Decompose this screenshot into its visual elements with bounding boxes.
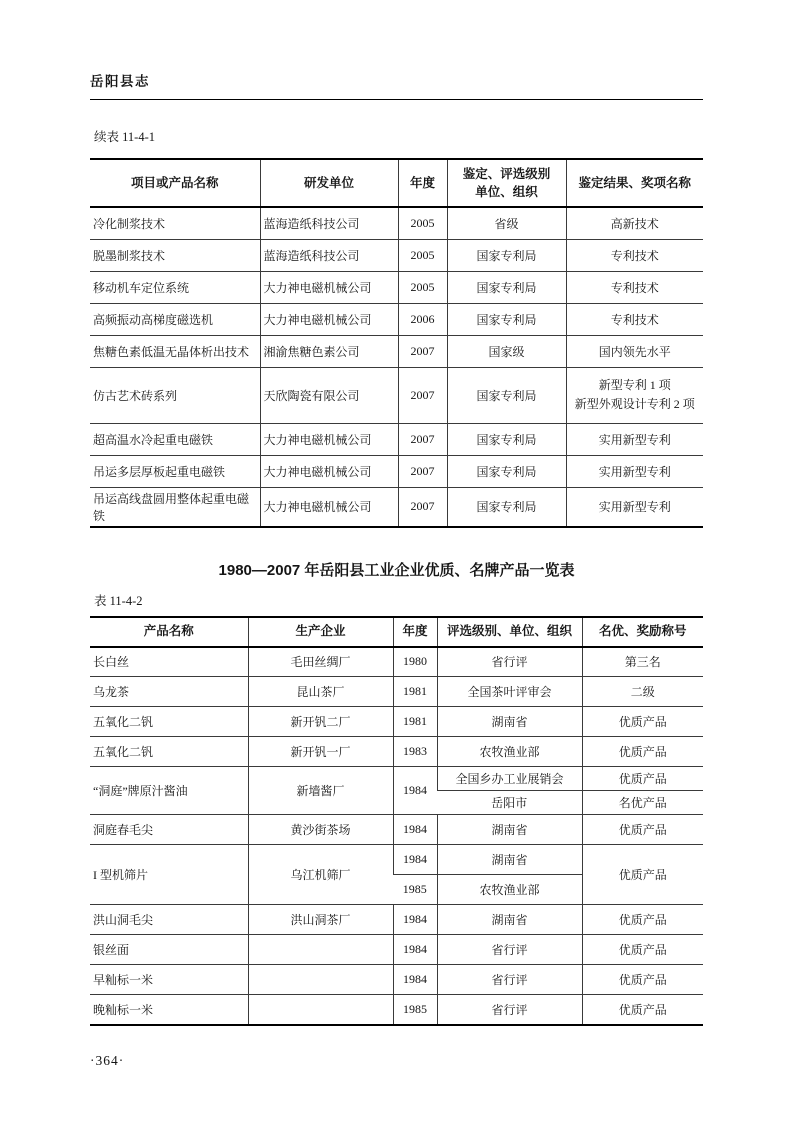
cell-unit: 大力神电磁机械公司 — [260, 303, 398, 335]
cell-org: 国家专利局 — [447, 423, 566, 455]
cell-org: 农牧渔业部 — [437, 875, 582, 905]
column-header-result: 鉴定结果、奖项名称 — [566, 159, 703, 207]
cell-year: 2006 — [398, 303, 447, 335]
cell-maker: 乌江机筛厂 — [248, 845, 393, 905]
cell-org: 农牧渔业部 — [437, 737, 582, 767]
cell-maker: 新开钒二厂 — [248, 707, 393, 737]
cell-maker: 新墙酱厂 — [248, 767, 393, 815]
table-row — [90, 647, 703, 677]
table-row — [90, 335, 703, 367]
cell-year: 1984 — [393, 905, 437, 935]
column-header-org-line1: 鉴定、评选级别 — [462, 166, 551, 181]
cell-maker: 毛田丝绸厂 — [248, 647, 393, 677]
cell-org: 省级 — [447, 207, 566, 239]
cell-result: 国内领先水平 — [566, 335, 703, 367]
cell-org: 省行评 — [437, 647, 582, 677]
cell-org: 全国茶叶评审会 — [437, 677, 582, 707]
cell-year: 2007 — [398, 423, 447, 455]
table-row — [90, 707, 703, 737]
cell-org: 国家专利局 — [447, 487, 566, 527]
table2-title: 1980—2007 年岳阳县工业企业优质、名牌产品一览表 — [218, 561, 575, 579]
cell-year: 2005 — [398, 207, 447, 239]
column-header-org: 评选级别、单位、组织 — [437, 617, 582, 647]
cell-product: I 型机筛片 — [90, 845, 248, 905]
cell-award: 优质产品 — [582, 767, 703, 791]
table-row — [90, 239, 703, 271]
cell-org: 国家专利局 — [447, 239, 566, 271]
cell-project-name: 冷化制浆技术 — [90, 207, 260, 239]
cell-award: 第三名 — [582, 647, 703, 677]
column-header-product: 产品名称 — [90, 617, 248, 647]
cell-unit: 大力神电磁机械公司 — [260, 423, 398, 455]
cell-project-name: 吊运多层厚板起重电磁铁 — [90, 455, 260, 487]
cell-org: 全国乡办工业展销会 — [437, 767, 582, 791]
column-header-project: 项目或产品名称 — [90, 159, 260, 207]
cell-project-name: 移动机车定位系统 — [90, 271, 260, 303]
cell-award: 优质产品 — [582, 935, 703, 965]
table-row — [90, 487, 703, 527]
tech-appraisal-table — [90, 158, 703, 528]
cell-year: 1980 — [393, 647, 437, 677]
cell-year: 1985 — [393, 995, 437, 1025]
cell-award: 优质产品 — [582, 707, 703, 737]
cell-result — [566, 367, 703, 423]
table-row — [90, 845, 703, 875]
table-row — [90, 303, 703, 335]
column-header-award: 名优、奖励称号 — [582, 617, 703, 647]
cell-year: 2005 — [398, 239, 447, 271]
column-header-unit: 研发单位 — [260, 159, 398, 207]
cell-maker — [248, 935, 393, 965]
cell-project-name: 脱墨制浆技术 — [90, 239, 260, 271]
cell-org: 湖南省 — [437, 815, 582, 845]
cell-org: 湖南省 — [437, 845, 582, 875]
cell-unit: 蓝海造纸科技公司 — [260, 239, 398, 271]
cell-year: 1984 — [393, 815, 437, 845]
cell-org: 省行评 — [437, 995, 582, 1025]
cell-result: 实用新型专利 — [566, 455, 703, 487]
table-row — [90, 965, 703, 995]
table-row — [90, 767, 703, 791]
table-row — [90, 815, 703, 845]
cell-award: 优质产品 — [582, 737, 703, 767]
cell-year: 1984 — [393, 845, 437, 875]
table-header-row — [90, 617, 703, 647]
table-row — [90, 935, 703, 965]
cell-project-name: 超高温水冷起重电磁铁 — [90, 423, 260, 455]
column-header-maker: 生产企业 — [248, 617, 393, 647]
cell-project-name: 焦糖色素低温无晶体析出技术 — [90, 335, 260, 367]
cell-result: 实用新型专利 — [566, 423, 703, 455]
cell-unit: 蓝海造纸科技公司 — [260, 207, 398, 239]
cell-org: 国家专利局 — [447, 303, 566, 335]
cell-product: 五氧化二钒 — [90, 707, 248, 737]
cell-maker: 黄沙街茶场 — [248, 815, 393, 845]
column-header-org — [447, 159, 566, 207]
cell-year: 1981 — [393, 707, 437, 737]
cell-maker: 新开钒一厂 — [248, 737, 393, 767]
cell-org: 省行评 — [437, 965, 582, 995]
book-title: 岳阳县志 — [90, 74, 150, 89]
cell-project-name: 高频振动高梯度磁选机 — [90, 303, 260, 335]
cell-org: 国家专利局 — [447, 271, 566, 303]
cell-year: 2007 — [398, 455, 447, 487]
cell-project-name: 吊运高线盘圆用整体起重电磁铁 — [90, 487, 260, 527]
cell-unit: 大力神电磁机械公司 — [260, 487, 398, 527]
column-header-year: 年度 — [398, 159, 447, 207]
cell-org: 国家专利局 — [447, 367, 566, 423]
cell-maker — [248, 965, 393, 995]
table-row — [90, 271, 703, 303]
column-header-org-line2: 单位、组织 — [475, 185, 538, 199]
cell-product: 乌龙茶 — [90, 677, 248, 707]
cell-org: 国家级 — [447, 335, 566, 367]
table2-label: 表 11-4-2 — [94, 593, 143, 608]
cell-org: 湖南省 — [437, 905, 582, 935]
cell-org: 省行评 — [437, 935, 582, 965]
cell-unit: 大力神电磁机械公司 — [260, 271, 398, 303]
cell-product: 洪山洞毛尖 — [90, 905, 248, 935]
table1-continued-label: 续表 11-4-1 — [94, 130, 155, 144]
cell-award: 优质产品 — [582, 845, 703, 905]
cell-unit: 天欣陶瓷有限公司 — [260, 367, 398, 423]
cell-award: 优质产品 — [582, 905, 703, 935]
table-row — [90, 737, 703, 767]
cell-year: 1984 — [393, 767, 437, 815]
cell-result-line2: 新型外观设计专利 2 项 — [574, 397, 695, 411]
cell-year: 2007 — [398, 367, 447, 423]
cell-product: 银丝面 — [90, 935, 248, 965]
cell-result: 专利技术 — [566, 303, 703, 335]
cell-maker — [248, 995, 393, 1025]
cell-year: 2005 — [398, 271, 447, 303]
cell-year: 1981 — [393, 677, 437, 707]
cell-maker: 昆山茶厂 — [248, 677, 393, 707]
cell-project-name: 仿古艺术砖系列 — [90, 367, 260, 423]
cell-org: 国家专利局 — [447, 455, 566, 487]
table-row — [90, 207, 703, 239]
table-header-row — [90, 159, 703, 207]
cell-year: 1984 — [393, 935, 437, 965]
cell-product: “洞庭”牌原汁酱油 — [90, 767, 248, 815]
header-rule — [90, 99, 703, 100]
table-row — [90, 905, 703, 935]
page-number: ·364· — [90, 1052, 125, 1068]
cell-unit: 大力神电磁机械公司 — [260, 455, 398, 487]
quality-product-table — [90, 616, 703, 1026]
cell-result: 专利技术 — [566, 271, 703, 303]
cell-unit: 湘渝焦糖色素公司 — [260, 335, 398, 367]
cell-product: 五氧化二钒 — [90, 737, 248, 767]
cell-result: 实用新型专利 — [566, 487, 703, 527]
cell-year: 2007 — [398, 335, 447, 367]
cell-product: 晚籼标一米 — [90, 995, 248, 1025]
cell-year: 1983 — [393, 737, 437, 767]
cell-award: 名优产品 — [582, 791, 703, 815]
table-row — [90, 423, 703, 455]
cell-year: 1985 — [393, 875, 437, 905]
table-row — [90, 677, 703, 707]
cell-result: 专利技术 — [566, 239, 703, 271]
cell-org: 岳阳市 — [437, 791, 582, 815]
cell-maker: 洪山洞茶厂 — [248, 905, 393, 935]
cell-year: 2007 — [398, 487, 447, 527]
column-header-year: 年度 — [393, 617, 437, 647]
table-row — [90, 455, 703, 487]
cell-year: 1984 — [393, 965, 437, 995]
cell-product: 早籼标一米 — [90, 965, 248, 995]
cell-product: 长白丝 — [90, 647, 248, 677]
table-row — [90, 367, 703, 423]
cell-org: 湖南省 — [437, 707, 582, 737]
cell-award: 优质产品 — [582, 815, 703, 845]
cell-result: 高新技术 — [566, 207, 703, 239]
cell-result-line1: 新型专利 1 项 — [598, 378, 671, 393]
cell-product: 洞庭春毛尖 — [90, 815, 248, 845]
cell-award: 优质产品 — [582, 965, 703, 995]
cell-award: 二级 — [582, 677, 703, 707]
cell-award: 优质产品 — [582, 995, 703, 1025]
table-row — [90, 995, 703, 1025]
